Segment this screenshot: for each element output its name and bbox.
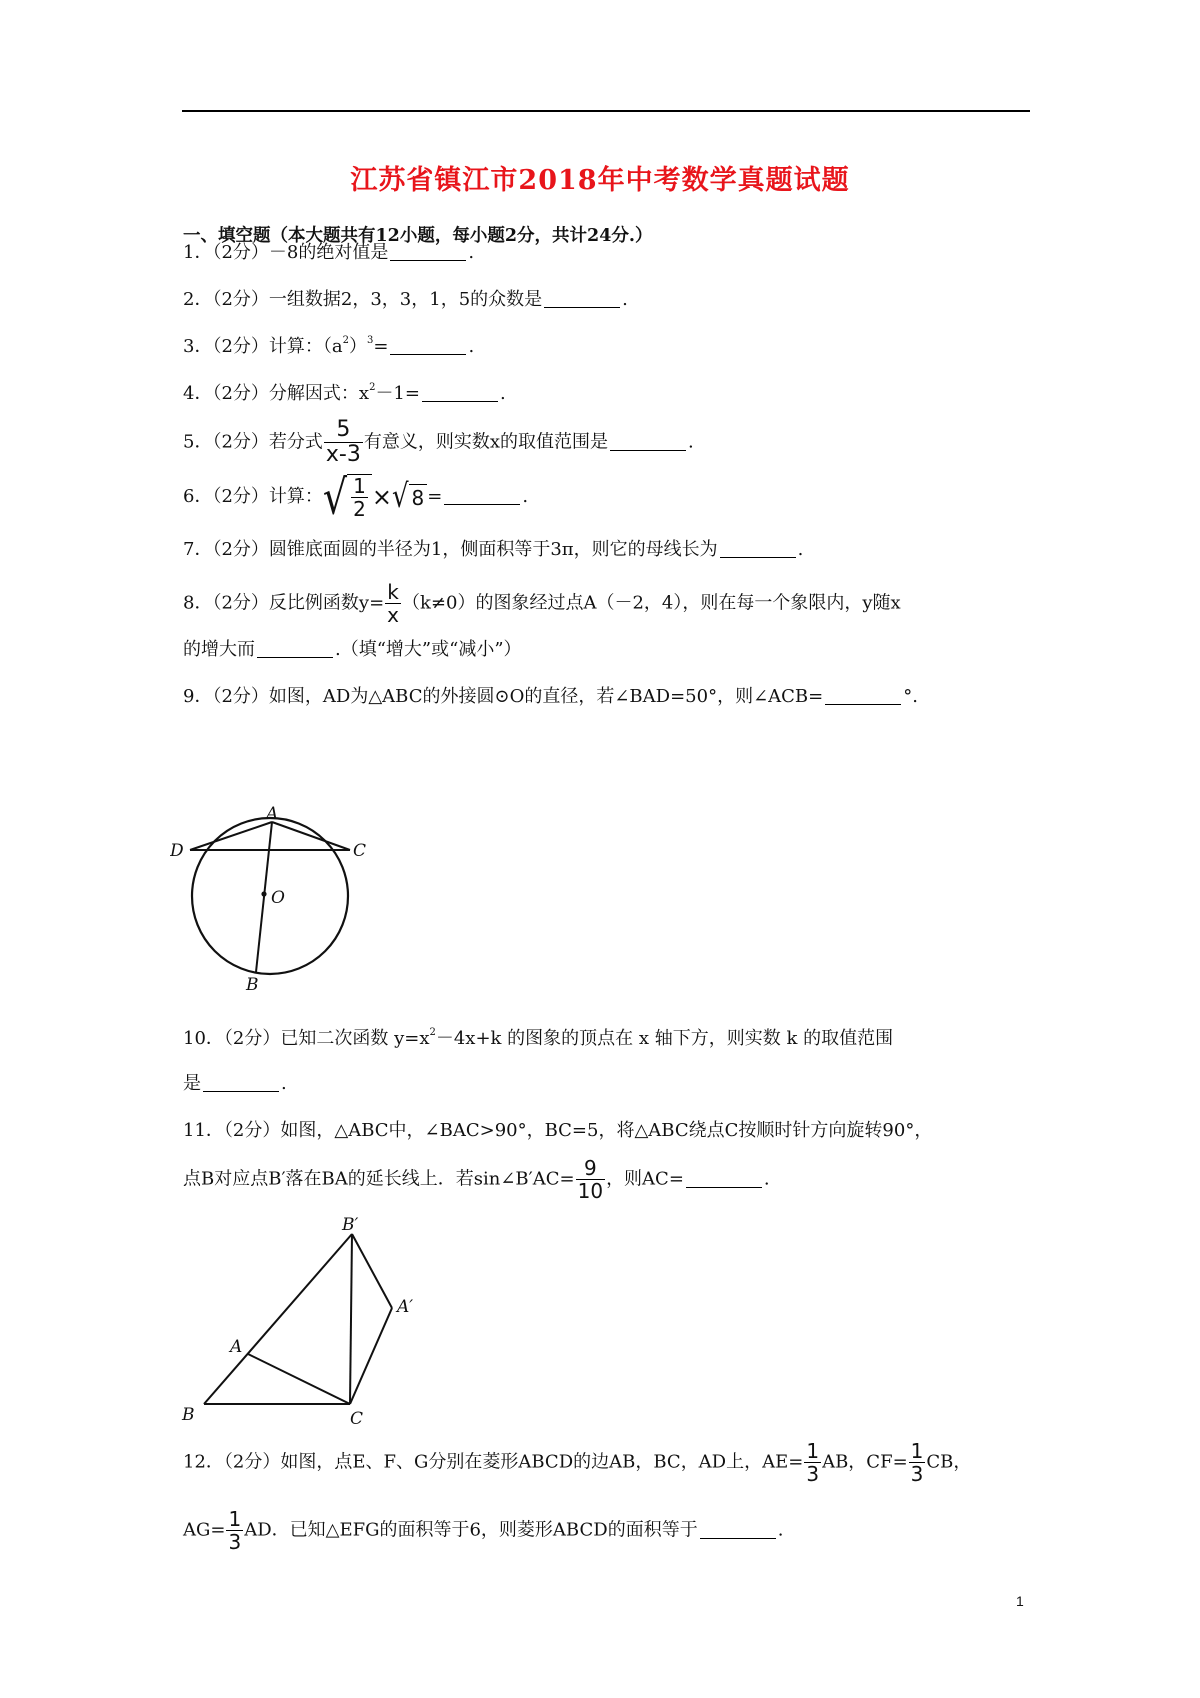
header-rule	[182, 110, 1030, 112]
numerator: 1	[806, 1439, 820, 1463]
answer-blank[interactable]	[825, 686, 901, 705]
answer-blank[interactable]	[444, 486, 520, 505]
q3-eq: =	[373, 336, 389, 357]
q7-text: 7．（2分）圆锥底面圆的半径为1，侧面积等于3π，则它的母线长为	[183, 539, 718, 560]
segment-apc	[350, 1308, 392, 1404]
question-5	[183, 418, 694, 467]
q6-eq: =	[427, 486, 443, 507]
page-number: 1	[1016, 1593, 1024, 1609]
numerator: 1	[228, 1507, 242, 1531]
label-a: A	[266, 804, 279, 824]
denominator: 3	[910, 1462, 924, 1486]
q4-end: .	[499, 383, 506, 404]
q10-end: .	[281, 1073, 287, 1094]
q4-text: 4．（2分）分解因式：x	[183, 383, 370, 404]
question-8	[183, 581, 901, 626]
fraction	[576, 1157, 605, 1202]
q11-text: 11．（2分）如图，△ABC中，∠BAC>90°，BC=5，将△ABC绕点C按顺时针方向旋转90°，	[183, 1120, 933, 1141]
q8-end: .（填“增大”或“减小”）	[335, 639, 522, 660]
answer-blank[interactable]	[686, 1169, 762, 1188]
q9-end: °.	[903, 686, 918, 707]
q8-text2: 的增大而	[183, 639, 255, 660]
segment-ac	[248, 1354, 350, 1404]
question-6	[183, 469, 529, 525]
question-11	[183, 1118, 932, 1144]
q6-end: .	[522, 486, 529, 507]
rotation-figure	[176, 1212, 436, 1432]
question-7	[183, 537, 803, 563]
question-10-line2	[183, 1071, 287, 1097]
answer-blank[interactable]	[257, 639, 333, 658]
q10-text-b: －4x+k 的图象的顶点在 x 轴下方，则实数 k 的取值范围	[435, 1028, 894, 1049]
q1-end: .	[468, 242, 475, 263]
q4-mid: －1=	[375, 383, 420, 404]
q11-end: .	[763, 1168, 770, 1190]
q12-text-c: CB，	[926, 1451, 972, 1473]
label-d: D	[170, 841, 184, 861]
fraction	[324, 418, 363, 467]
circle-figure	[170, 790, 370, 990]
fraction	[226, 1508, 243, 1553]
q12-text2-b: AD．已知△EFG的面积等于6，则菱形ABCD的面积等于	[244, 1519, 698, 1541]
q10-text: 10．（2分）已知二次函数 y=x	[183, 1028, 430, 1049]
q2-end: .	[622, 289, 628, 310]
diameter-ab	[256, 822, 272, 972]
label-o: O	[271, 888, 285, 908]
question-8-line2	[183, 637, 522, 663]
page-title: 江苏省镇江市2018年中考数学真题试题	[350, 165, 850, 196]
q9-text: 9．（2分）如图，AD为△ABC的外接圆⊙O的直径，若∠BAD=50°，则∠ACB=	[183, 686, 824, 707]
q11-text2: 点B对应点B′落在BA的延长线上．若sin∠B′AC=	[183, 1168, 575, 1190]
answer-blank[interactable]	[203, 1073, 279, 1092]
answer-blank[interactable]	[390, 242, 466, 261]
section-heading: 一、填空题（本大题共有12小题，每小题2分，共计24分.）	[183, 226, 653, 246]
q11-text3: ，则AC=	[606, 1168, 684, 1190]
q6-text: 6．（2分）计算：	[183, 486, 323, 507]
fraction	[385, 581, 401, 626]
denominator: x	[387, 603, 399, 627]
denominator: 3	[228, 1530, 242, 1554]
label-b-prime: B′	[342, 1215, 359, 1235]
question-4	[183, 381, 506, 407]
q3-mid: ）	[349, 336, 368, 357]
segment-bpc	[350, 1234, 352, 1404]
q5-end: .	[688, 431, 694, 453]
q7-end: .	[797, 539, 804, 560]
label-a: A	[230, 1337, 243, 1357]
question-2	[183, 287, 628, 313]
denominator: x-3	[325, 442, 361, 467]
question-12	[183, 1440, 971, 1485]
answer-blank[interactable]	[610, 432, 686, 451]
answer-blank[interactable]	[390, 336, 466, 355]
question-12-line2	[183, 1508, 783, 1553]
q3-text: 3．（2分）计算：（a	[183, 336, 343, 357]
segment-ac	[272, 822, 350, 850]
radicand: 8	[409, 484, 428, 511]
q5-mid: 有意义，则实数x的取值范围是	[363, 431, 609, 453]
answer-blank[interactable]	[720, 539, 796, 558]
q8-mid: （k≠0）的图象经过点A（－2，4），则在每一个象限内，y随x	[402, 592, 901, 614]
fraction	[909, 1440, 926, 1485]
question-10	[183, 1026, 893, 1052]
exponent: 2	[342, 335, 350, 346]
q2-text: 2．（2分）一组数据2，3，3，1，5的众数是	[183, 289, 543, 310]
square-root	[392, 478, 427, 516]
denominator: 10	[577, 1179, 604, 1203]
label-c: C	[350, 1409, 364, 1429]
label-a-prime: A′	[397, 1297, 414, 1317]
exponent: 2	[429, 1027, 436, 1038]
question-3	[183, 334, 474, 360]
exponent: 2	[369, 382, 376, 393]
segment-bbp	[204, 1234, 352, 1404]
q12-end: .	[777, 1519, 784, 1541]
radical-sign-icon: √	[322, 469, 348, 525]
center-point	[261, 891, 266, 896]
q1-text: 1．（2分）－8的绝对值是	[183, 242, 389, 263]
q3-end: .	[468, 336, 475, 357]
q8-text: 8．（2分）反比例函数y=	[183, 592, 385, 614]
q12-text: 12．（2分）如图，点E、F、G分别在菱形ABCD的边AB，BC，AD上，AE=	[183, 1451, 804, 1473]
fraction	[804, 1440, 821, 1485]
denominator: 3	[806, 1462, 820, 1486]
exponent: 3	[367, 335, 374, 346]
numerator: k	[387, 580, 399, 604]
times-sign: ×	[371, 483, 392, 511]
numerator: 5	[336, 417, 351, 442]
numerator: 1	[910, 1439, 924, 1463]
label-b: B	[246, 975, 259, 990]
segment-da	[190, 822, 272, 850]
radical-sign-icon: √	[391, 478, 409, 516]
label-c: C	[353, 841, 367, 861]
question-11-line2	[183, 1157, 770, 1202]
numerator: 9	[583, 1156, 597, 1180]
q10-text2: 是	[183, 1073, 201, 1094]
answer-blank[interactable]	[544, 289, 620, 308]
q12-text2: AG=	[183, 1519, 226, 1541]
segment-bpap	[352, 1234, 392, 1308]
fraction	[351, 475, 368, 520]
question-1	[183, 240, 474, 266]
answer-blank[interactable]	[422, 383, 498, 402]
label-b: B	[182, 1405, 195, 1425]
q5-text: 5．（2分）若分式	[183, 431, 323, 453]
question-9	[183, 684, 918, 710]
square-root	[322, 469, 372, 525]
denominator: 2	[353, 497, 366, 521]
numerator: 1	[353, 474, 366, 498]
q12-text-b: AB，CF=	[822, 1451, 908, 1473]
answer-blank[interactable]	[700, 1520, 776, 1539]
